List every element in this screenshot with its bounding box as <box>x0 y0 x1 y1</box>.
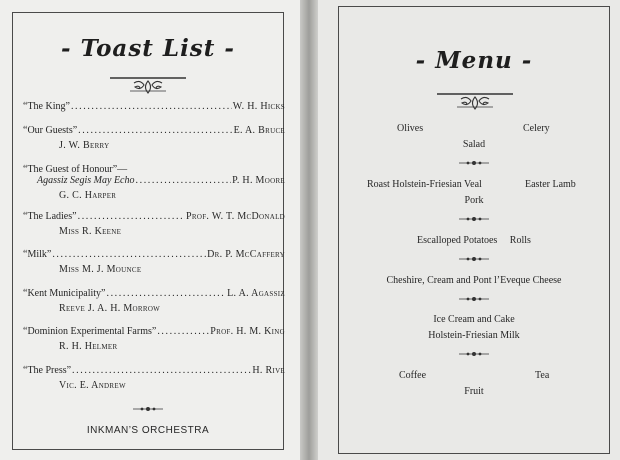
toast-title: “Dominion Experimental Farms” <box>23 326 157 337</box>
toast-entry <box>23 365 285 391</box>
toast-entry <box>23 125 285 151</box>
toast-responder: G. C. Harper <box>59 190 117 201</box>
menu-item: Pork <box>464 195 484 206</box>
toast-list-title: - Toast List - <box>61 35 235 62</box>
leader-dots <box>157 326 209 337</box>
toast-entry <box>23 288 285 314</box>
toast-title: “The King” <box>23 101 70 112</box>
menu-item: Ice Cream and Cake <box>433 314 515 325</box>
leader-dots <box>106 288 226 299</box>
leader-dots <box>71 101 232 112</box>
menu-item: Holstein-Friesian Milk <box>428 330 520 341</box>
toast-title: “Milk” <box>23 249 52 260</box>
toast-entry <box>23 249 285 275</box>
toast-speaker: Prof. W. T. McDonald <box>186 211 285 222</box>
toast-responder: Miss M. J. Mounce <box>59 264 142 275</box>
menu-item: Fruit <box>464 386 484 397</box>
ornament-flourish-icon <box>110 75 186 97</box>
toast-responder: J. W. Berry <box>59 140 110 151</box>
toast-entry <box>23 101 285 112</box>
toast-title: “Our Guests” <box>23 125 78 136</box>
toast-speaker: H. Rive <box>252 365 285 376</box>
menu-item: Celery <box>523 123 550 134</box>
toast-subtitle: Agassiz Segis May Echo <box>37 175 135 186</box>
separator-ornament-icon <box>133 406 163 412</box>
leader-dots <box>78 211 185 222</box>
toast-responder: Vic. E. Andrew <box>59 380 126 391</box>
menu-item: Escalloped Potatoes Rolls <box>417 235 531 246</box>
menu-item: Cheshire, Cream and Pont l’Eveque Cheese <box>386 275 562 286</box>
separator-ornament-icon <box>459 216 489 222</box>
page-fold <box>300 0 318 460</box>
toast-entry <box>23 326 285 352</box>
menu-page <box>318 0 620 460</box>
orchestra-credit: INKMAN’S ORCHESTRA <box>86 425 210 436</box>
leader-dots <box>52 249 206 260</box>
toast-speaker: L. A. Agassiz <box>227 288 285 299</box>
leader-dots <box>78 125 232 136</box>
toast-list-border <box>12 12 284 450</box>
toast-entry <box>23 211 285 237</box>
toast-speaker: Dr. P. McCaffery <box>207 249 285 260</box>
separator-ornament-icon <box>459 296 489 302</box>
menu-item: Tea <box>535 370 550 381</box>
toast-title: “The Guest of Honour”— <box>23 164 128 175</box>
toast-speaker: W. H. Hicks <box>232 101 285 112</box>
toast-speaker: Prof. H. M. King <box>210 326 285 337</box>
separator-ornament-icon <box>459 160 489 166</box>
menu-border <box>338 6 610 454</box>
menu-item: Coffee <box>399 370 427 381</box>
menu-item: Easter Lamb <box>525 179 576 190</box>
separator-ornament-icon <box>459 351 489 357</box>
toast-speaker: E. A. Bruce <box>233 125 285 136</box>
separator-ornament-icon <box>459 256 489 262</box>
ornament-flourish-icon <box>437 91 513 113</box>
leader-dots <box>72 365 251 376</box>
menu-title: - Menu - <box>415 47 533 74</box>
toast-speaker: P. H. Moore <box>232 175 285 186</box>
toast-list-page <box>0 0 300 460</box>
toast-responder: Miss R. Keene <box>59 226 122 237</box>
toast-responder: Reeve J. A. H. Morrow <box>59 303 161 314</box>
toast-entry <box>23 164 285 201</box>
toast-responder: R. H. Helmer <box>59 341 118 352</box>
menu-item: Roast Holstein-Friesian Veal <box>367 179 482 190</box>
leader-dots <box>136 175 232 186</box>
toast-title: “Kent Municipality” <box>23 288 106 299</box>
menu-item: Olives <box>397 123 424 134</box>
toast-title: “The Press” <box>23 365 72 376</box>
toast-title: “The Ladies” <box>23 211 77 222</box>
menu-item: Salad <box>462 139 486 150</box>
